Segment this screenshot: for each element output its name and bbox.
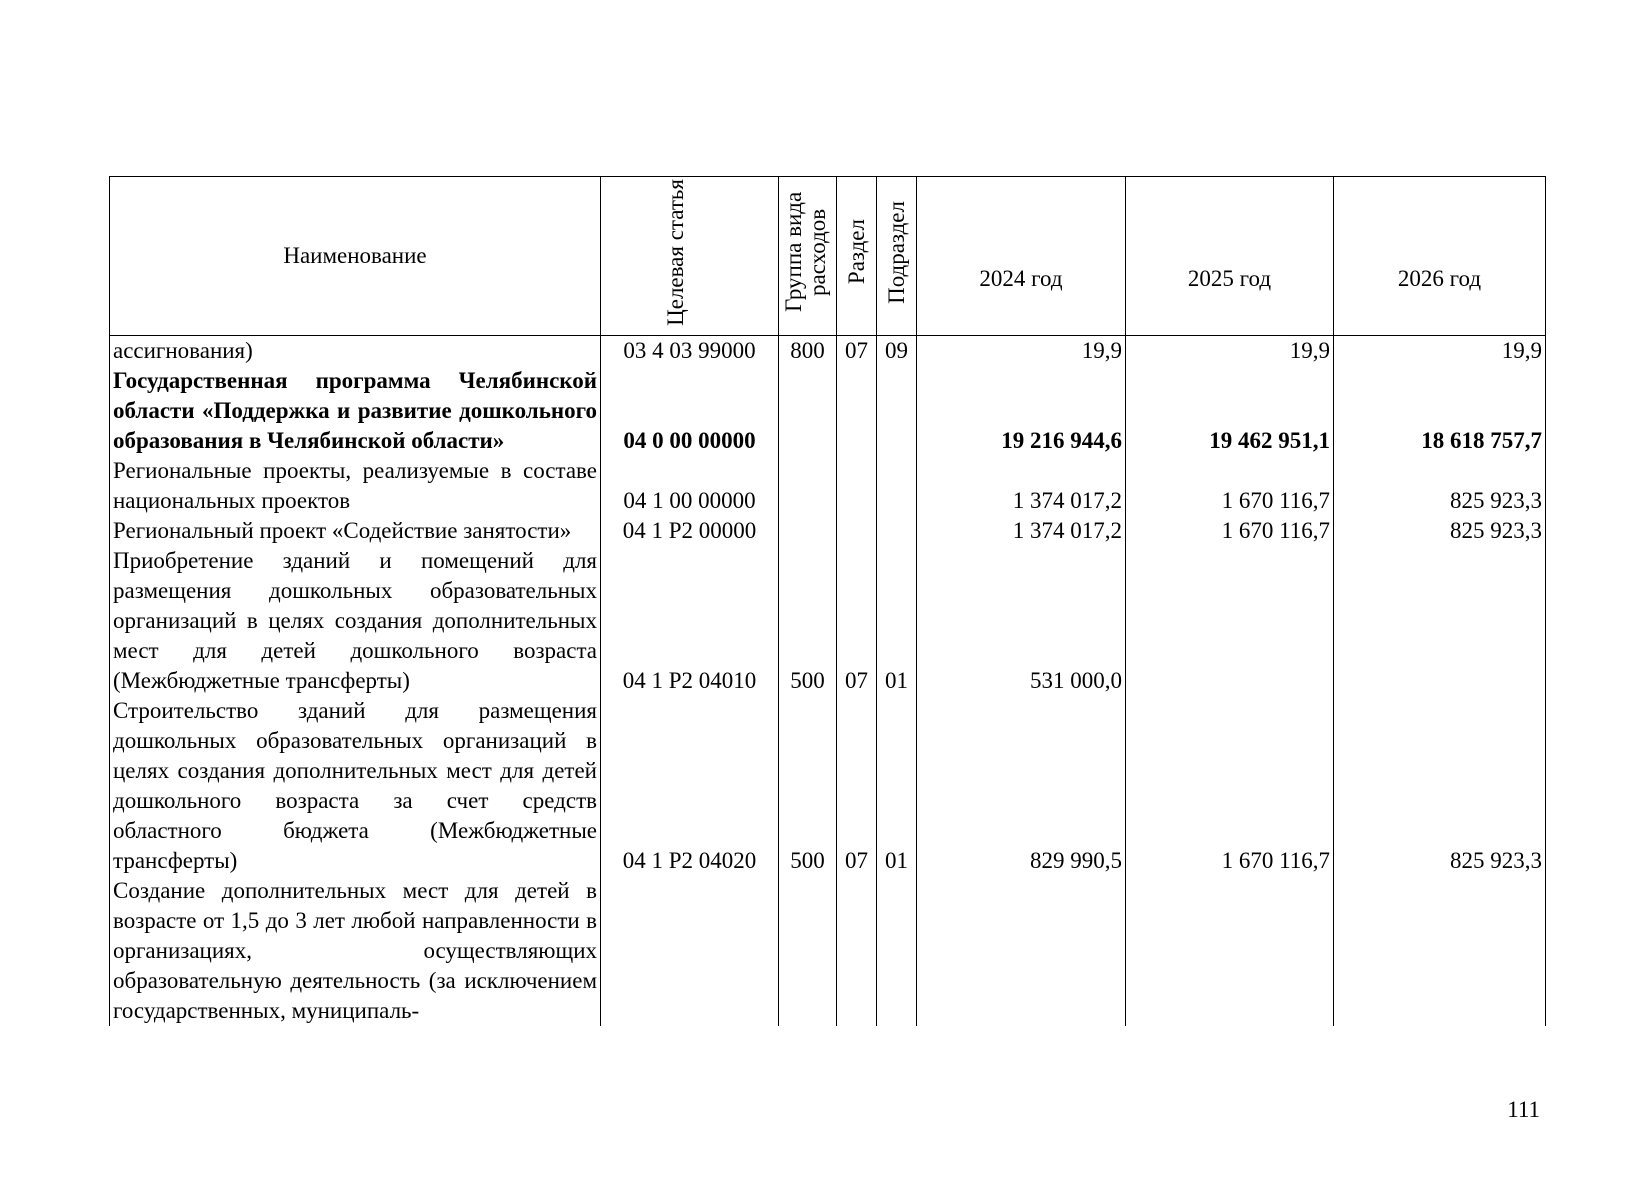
row-subsection: 01 <box>877 696 917 876</box>
row-group: 500 <box>779 696 837 876</box>
header-section-label: Раздел <box>843 219 869 285</box>
budget-table <box>109 176 1546 1026</box>
table-row <box>110 366 1546 456</box>
row-name: Создание дополнительных мест для детей в возрасте от 1,5 до 3 лет любой направленности в организациях, осуществляющих образовательную деятельность (за исключением государственных, муниципаль- <box>110 876 601 1026</box>
row-code: 04 1 Р2 04010 <box>601 546 779 696</box>
table-row <box>110 516 1546 546</box>
row-group <box>779 876 837 1026</box>
header-expense-group-label: Группа вида расходов <box>780 191 830 313</box>
row-section <box>837 516 877 546</box>
header-year-2026 <box>1334 177 1546 336</box>
row-2026: 825 923,3 <box>1334 516 1546 546</box>
row-group <box>779 456 837 516</box>
row-2026: 825 923,3 <box>1334 456 1546 516</box>
table-row <box>110 456 1546 516</box>
row-name: Региональный проект «Содействие занятости» <box>110 516 601 546</box>
page-number: 111 <box>1507 1097 1540 1122</box>
row-2024: 829 990,5 <box>917 696 1126 876</box>
row-subsection <box>877 516 917 546</box>
row-group: 800 <box>779 336 837 367</box>
row-code: 04 1 Р2 00000 <box>601 516 779 546</box>
row-2026 <box>1334 546 1546 696</box>
row-subsection: 09 <box>877 336 917 367</box>
row-name: ассигнования) <box>110 336 601 367</box>
header-year-2024 <box>917 177 1126 336</box>
header-year-2025-label: 2025 год <box>1187 265 1272 291</box>
row-section <box>837 366 877 456</box>
table-row <box>110 336 1546 367</box>
row-name: Государственная программа Челябинской области «Поддержка и развитие дошкольного образования в Челябинской области» <box>110 366 601 456</box>
row-section: 07 <box>837 696 877 876</box>
header-subsection-label: Подраздел <box>883 200 909 304</box>
row-name: Приобретение зданий и помещений для размещения дошкольных образовательных организаций в целях создания дополнительных мест для детей дошкольного возраста (Межбюджетные трансферты) <box>110 546 601 696</box>
row-2025: 19 462 951,1 <box>1126 366 1334 456</box>
header-expense-group <box>779 177 837 336</box>
header-target-article-label: Целевая статья <box>662 178 688 326</box>
row-subsection <box>877 876 917 1026</box>
row-section <box>837 456 877 516</box>
row-2025 <box>1126 876 1334 1026</box>
row-subsection <box>877 456 917 516</box>
header-year-2025 <box>1126 177 1334 336</box>
row-group: 500 <box>779 546 837 696</box>
row-2025: 1 670 116,7 <box>1126 696 1334 876</box>
row-section: 07 <box>837 546 877 696</box>
row-code: 04 1 Р2 04020 <box>601 696 779 876</box>
row-subsection: 01 <box>877 546 917 696</box>
row-section <box>837 876 877 1026</box>
row-group <box>779 366 837 456</box>
row-code: 04 1 00 00000 <box>601 456 779 516</box>
header-subsection <box>877 177 917 336</box>
row-name: Строительство зданий для размещения дошкольных образовательных организаций в целях создания дополнительных мест для детей дошкольного возраста за счет средств областного бюджета (Межбюджетные трансферты) <box>110 696 601 876</box>
header-name <box>110 177 601 336</box>
row-2026: 825 923,3 <box>1334 696 1546 876</box>
row-2025: 1 670 116,7 <box>1126 456 1334 516</box>
table-row <box>110 546 1546 696</box>
row-2026 <box>1334 876 1546 1026</box>
row-2025: 19,9 <box>1126 336 1334 367</box>
row-2024: 1 374 017,2 <box>917 456 1126 516</box>
row-code <box>601 876 779 1026</box>
header-target-article <box>601 177 779 336</box>
row-2025: 1 670 116,7 <box>1126 516 1334 546</box>
row-section: 07 <box>837 336 877 367</box>
row-2024: 1 374 017,2 <box>917 516 1126 546</box>
row-code: 04 0 00 00000 <box>601 366 779 456</box>
row-group <box>779 516 837 546</box>
header-year-2026-label: 2026 год <box>1397 265 1482 291</box>
header-year-2024-label: 2024 год <box>979 265 1063 291</box>
table-row <box>110 876 1546 1026</box>
row-subsection <box>877 366 917 456</box>
row-2026: 18 618 757,7 <box>1334 366 1546 456</box>
row-2026: 19,9 <box>1334 336 1546 367</box>
row-2025 <box>1126 546 1334 696</box>
row-code: 03 4 03 99000 <box>601 336 779 367</box>
row-2024: 531 000,0 <box>917 546 1126 696</box>
header-name-label: Наименование <box>283 243 427 268</box>
row-name: Региональные проекты, реализуемые в составе национальных проектов <box>110 456 601 516</box>
row-2024 <box>917 876 1126 1026</box>
table-row <box>110 696 1546 876</box>
row-2024: 19 216 944,6 <box>917 366 1126 456</box>
row-2024: 19,9 <box>917 336 1126 367</box>
header-section <box>837 177 877 336</box>
table-header-row <box>110 177 1546 336</box>
